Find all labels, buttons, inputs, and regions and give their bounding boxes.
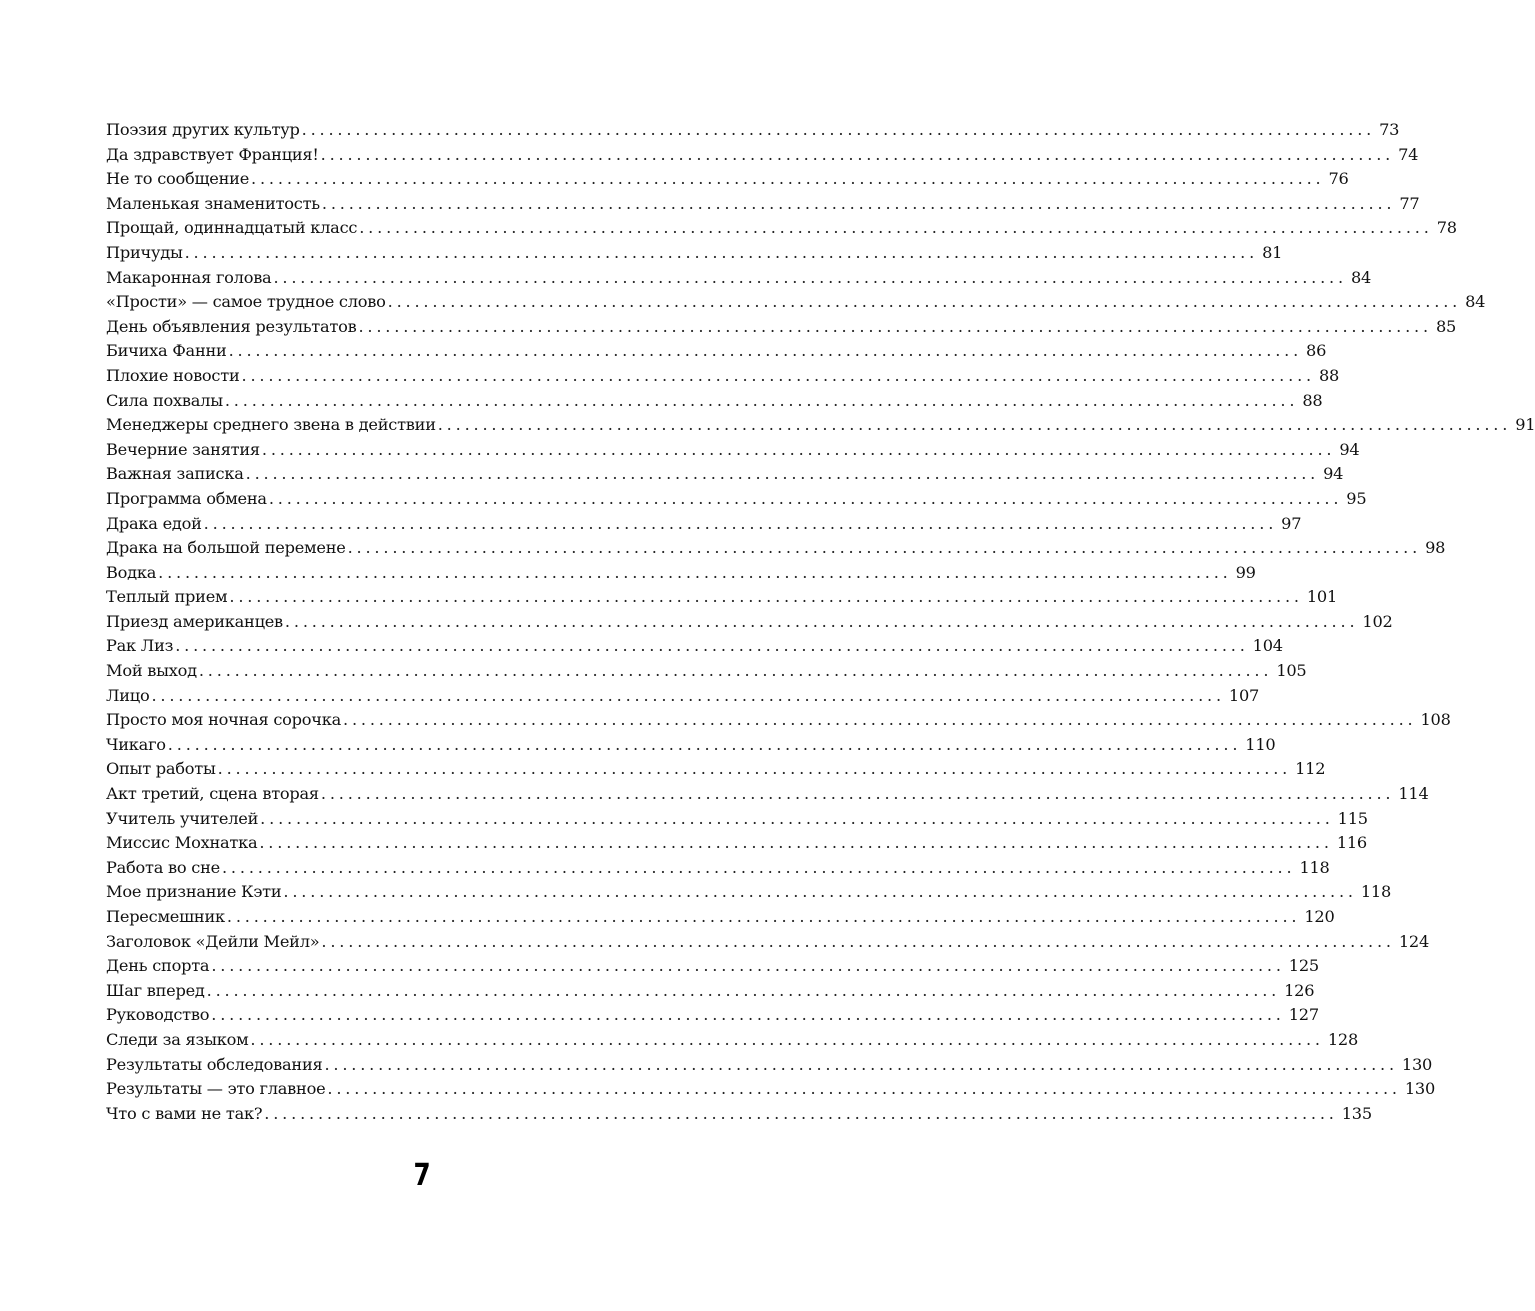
toc-entry-page-number: 94 [1323,464,1344,484]
dot-leader: ........................................................................................................................ [228,341,1303,361]
toc-entry [106,587,1338,612]
dot-leader: ........................................................................................................................ [387,292,1462,312]
toc-entry-title: Результаты — это главное [106,1079,326,1099]
toc-entry [106,956,1319,981]
toc-entry-page-number: 107 [1228,685,1260,705]
dot-leader: ........................................................................................................................ [251,169,1325,189]
toc-entry [106,193,1420,219]
toc-entry [106,784,1429,809]
dot-leader: ........................................................................................................................ [343,710,1417,730]
toc-entry-page-number: 130 [1401,1054,1433,1074]
toc-entry-page-number: 110 [1245,734,1276,754]
toc-entry-title: Рак Лиз [106,636,174,656]
toc-entry-title: Причуды [106,242,183,262]
toc-entry-page-number: 99 [1235,562,1256,582]
toc-entry-title: Программа обмена [106,488,267,508]
dot-leader: ........................................................................................................................ [260,808,1334,828]
dot-leader: ........................................................................................................................ [264,1103,1338,1123]
dot-leader: ........................................................................................................................ [301,120,1376,139]
dot-leader: ........................................................................................................................ [320,144,1395,164]
toc-entry [106,980,1315,1006]
toc-entry [106,661,1307,686]
toc-entry-title: Водка [106,562,157,582]
dot-leader: ........................................................................................................................ [250,1029,1324,1049]
toc-entry-title: Макаронная голова [106,267,272,287]
toc-entry [106,907,1335,932]
toc-entry-title: Плохие новости [106,365,240,385]
toc-entry [106,242,1283,268]
toc-entry-page-number: 81 [1262,242,1283,262]
toc-entry-page-number: 105 [1276,661,1307,681]
toc-entry-page-number: 102 [1362,611,1393,631]
toc-entry [106,341,1327,366]
toc-entry-page-number: 85 [1435,316,1457,336]
dot-leader: ........................................................................................................................ [198,661,1273,681]
dot-leader: ........................................................................................................................ [324,1054,1398,1074]
dot-leader: ........................................................................................................................ [321,931,1395,951]
toc-entry-page-number: 84 [1465,292,1486,312]
dot-leader: ........................................................................................................................ [221,857,1296,877]
toc-entry [106,1005,1319,1030]
toc-entry [106,169,1349,194]
toc-entry-title: Что с вами не так? [106,1103,263,1123]
toc-entry [106,415,1535,440]
toc-entry-title: Мой выход [106,661,197,681]
dot-leader: ........................................................................................................................ [241,365,1315,385]
dot-leader: ........................................................................................................................ [175,636,1249,656]
toc-entry-page-number: 101 [1306,587,1338,607]
toc-entry-title: Пересмешник [106,907,225,926]
toc-entry-title: Драка едой [106,513,202,533]
toc-entry-title: Шаг вперед [106,980,205,1000]
toc-entry [106,464,1344,489]
dot-leader: ........................................................................................................................ [203,513,1278,533]
toc-entry-title: Опыт работы [106,759,216,779]
toc-entry-page-number: 84 [1350,267,1372,287]
toc-entry-title: Результаты обследования [106,1054,323,1074]
toc-entry-title: Акт третий, сцена вторая [106,784,319,804]
toc-entry [106,857,1330,883]
toc-entry-title: Заголовок «Дейли Мейл» [106,931,320,951]
toc-entry-page-number: 97 [1281,513,1302,533]
toc-entry [106,1029,1359,1055]
toc-entry [106,120,1400,145]
toc-entry-title: Не то сообщение [106,169,250,189]
toc-entry-page-number: 120 [1304,907,1335,926]
toc-entry [106,808,1368,834]
toc-entry [106,636,1283,661]
toc-entry-title: Лицо [106,685,150,705]
toc-entry [106,292,1486,317]
toc-entry [106,144,1419,170]
toc-entry [106,513,1302,539]
toc-entry-title: Сила похвалы [106,390,223,410]
toc-entry-title: Бичиха Фанни [106,341,227,361]
dot-leader: ........................................................................................................................ [151,685,1225,705]
dot-leader: ........................................................................................................................ [273,267,1347,287]
toc-entry-page-number: 78 [1436,218,1457,238]
toc-entry-page-number: 112 [1295,759,1326,779]
dot-leader: ........................................................................................................................ [184,242,1259,262]
toc-entry-title: Следи за языком [106,1029,249,1049]
dot-leader: ........................................................................................................................ [321,193,1396,213]
toc-entry-page-number: 114 [1398,784,1429,804]
toc-entry-page-number: 104 [1252,636,1283,656]
dot-leader: ........................................................................................................................ [327,1079,1401,1099]
toc-entry-page-number: 128 [1327,1029,1359,1049]
toc-entry [106,488,1367,514]
toc-entry-title: Учитель учителей [106,808,259,828]
dot-leader: ........................................................................................................................ [359,218,1433,238]
toc-entry [106,562,1256,588]
dot-leader: ........................................................................................................................ [245,464,1320,484]
toc-entry-page-number: 88 [1318,365,1340,385]
toc-entry-title: Прощай, одиннадцатый класс [106,218,358,238]
toc-entry-title: Драка на большой перемене [106,538,346,558]
toc-entry-page-number: 91 [1515,415,1535,435]
dot-leader: ........................................................................................................................ [259,833,1333,853]
toc-entry [106,931,1430,957]
toc-entry [106,267,1372,293]
toc-entry [106,685,1260,711]
toc-entry-page-number: 130 [1404,1079,1436,1099]
toc-entry [106,882,1392,907]
dot-leader: ........................................................................................................................ [211,956,1285,976]
dot-leader: ........................................................................................................................ [358,316,1432,336]
toc-entry-page-number: 76 [1328,169,1349,189]
toc-entry-page-number: 135 [1341,1103,1372,1123]
toc-entry-page-number: 124 [1398,931,1430,951]
toc-entry-page-number: 115 [1337,808,1368,828]
toc-entry-title: День спорта [106,956,210,976]
toc-entry-title: Миссис Мохнатка [106,833,258,853]
toc-entry-page-number: 118 [1360,882,1392,902]
toc-entry [106,611,1393,637]
toc-entry-title: Мое признание Кэти [106,882,282,902]
toc-entry [106,710,1451,735]
toc-entry [106,538,1446,563]
toc-entry-title: Да здравствует Франция! [106,144,319,164]
toc-entry [106,365,1340,391]
toc-entry [106,1103,1372,1129]
toc-entry [106,316,1457,342]
toc-entry-page-number: 73 [1379,120,1400,139]
toc-entry-page-number: 98 [1425,538,1446,558]
toc-entry [106,439,1360,465]
dot-leader: ........................................................................................................................ [167,734,1242,754]
dot-leader: ........................................................................................................................ [284,611,1359,631]
dot-leader: ........................................................................................................................ [229,587,1303,607]
toc-entry-title: Вечерние занятия [106,439,260,459]
toc-entry-page-number: 126 [1284,980,1315,1000]
toc-entry-title: Приезд американцев [106,611,283,631]
dot-leader: ........................................................................................................................ [437,415,1512,435]
dot-leader: ........................................................................................................................ [283,882,1357,902]
dot-leader: ........................................................................................................................ [158,562,1232,582]
toc-entry-title: Теплый прием [106,587,228,607]
toc-entry [106,218,1457,243]
dot-leader: ........................................................................................................................ [206,980,1281,1000]
toc-entry-page-number: 74 [1398,144,1419,164]
dot-leader: ........................................................................................................................ [347,538,1422,558]
toc-entry-title: Работа во сне [106,857,220,877]
dot-leader: ........................................................................................................................ [268,488,1343,508]
toc-entry-title: Просто моя ночная сорочка [106,710,342,730]
toc-entry-page-number: 108 [1420,710,1451,730]
toc-entry-title: День объявления результатов [106,316,357,336]
toc-entry-page-number: 125 [1288,956,1319,976]
toc-entry-page-number: 116 [1336,833,1367,853]
toc-entry-title: Менеджеры среднего звена в действии [106,415,436,435]
toc-entry-title: Поэзия других культур [106,120,300,139]
table-of-contents [106,120,1535,1128]
toc-entry [106,734,1276,760]
toc-entry-page-number: 86 [1306,341,1327,361]
toc-entry-title: Чикаго [106,734,166,754]
toc-entry-page-number: 77 [1399,193,1420,213]
toc-entry-page-number: 88 [1302,390,1323,410]
toc-entry-title: «Прости» — самое трудное слово [106,292,386,312]
toc-entry-page-number: 95 [1346,488,1367,508]
toc-entry [106,833,1367,858]
dot-leader: ........................................................................................................................ [217,759,1292,779]
dot-leader: ........................................................................................................................ [224,390,1299,410]
dot-leader: ........................................................................................................................ [226,907,1301,926]
dot-leader: ........................................................................................................................ [211,1005,1285,1025]
toc-entry-page-number: 127 [1288,1005,1319,1025]
toc-entry-title: Важная записка [106,464,244,484]
page-number: 7 [413,1158,431,1193]
toc-entry [106,1054,1433,1080]
toc-entry [106,390,1323,416]
toc-entry-page-number: 94 [1339,439,1360,459]
toc-entry [106,1079,1436,1104]
toc-entry [106,759,1326,784]
toc-entry-title: Маленькая знаменитость [106,193,320,213]
dot-leader: ........................................................................................................................ [261,439,1336,459]
toc-entry-page-number: 118 [1299,857,1330,877]
toc-entry-title: Руководство [106,1005,210,1025]
dot-leader: ........................................................................................................................ [320,784,1395,804]
